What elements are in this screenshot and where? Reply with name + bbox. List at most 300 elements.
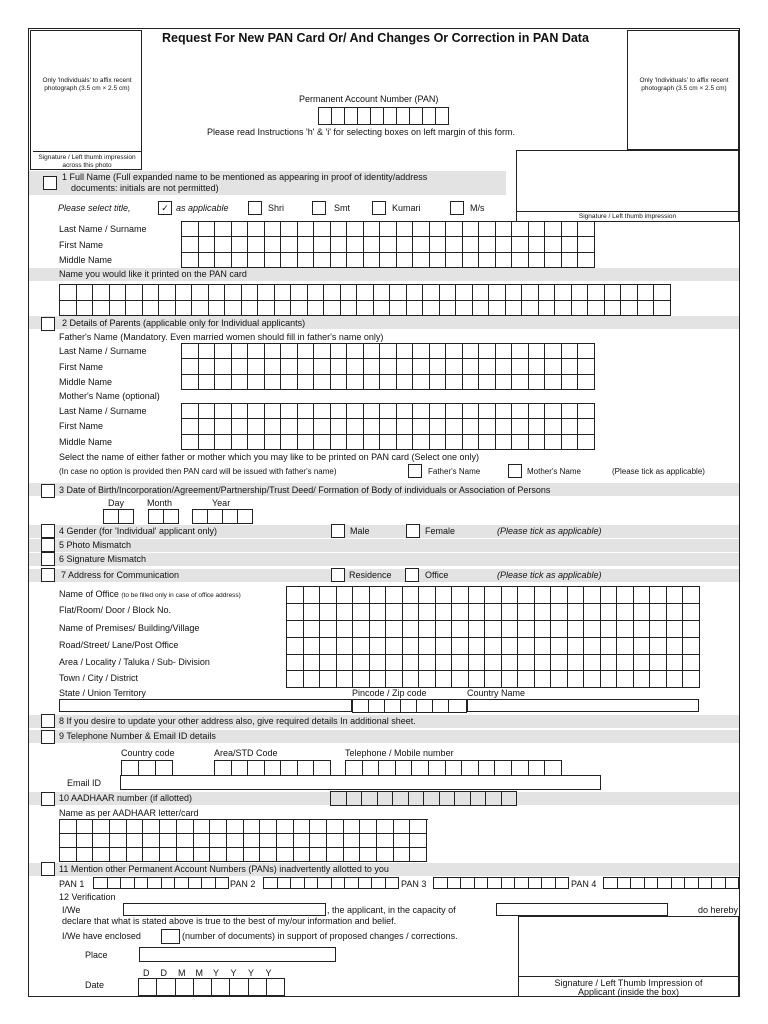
grid-cell[interactable] [215, 375, 232, 390]
grid-cell[interactable] [584, 621, 601, 638]
grid-cell[interactable] [390, 301, 407, 317]
mothers-name-checkbox[interactable] [508, 464, 522, 478]
grid-cell[interactable] [551, 638, 568, 655]
grid-cell[interactable] [535, 621, 552, 638]
grid-cell[interactable] [347, 237, 364, 252]
grid-cell[interactable] [215, 253, 232, 268]
grid-cell[interactable] [298, 253, 315, 268]
grid-cell[interactable] [364, 375, 381, 390]
grid-cell[interactable] [298, 375, 315, 390]
grid-cell[interactable] [605, 285, 622, 301]
grid-cell[interactable] [324, 285, 341, 301]
grid-cell[interactable] [562, 237, 579, 252]
grid-cell[interactable] [291, 301, 308, 317]
grid-cell[interactable] [413, 253, 430, 268]
grid-cell[interactable] [512, 237, 529, 252]
grid-cell[interactable] [394, 848, 411, 862]
grid-cell[interactable] [232, 419, 249, 434]
grid-cell[interactable] [215, 344, 232, 359]
address-office-checkbox[interactable] [405, 568, 419, 582]
grid-cell[interactable] [304, 671, 321, 688]
grid-cell[interactable] [430, 435, 447, 450]
grid-cell[interactable] [379, 761, 396, 776]
grid-cell[interactable] [320, 604, 337, 621]
grid-cell[interactable] [413, 419, 430, 434]
grid-cell[interactable] [463, 344, 480, 359]
grid-cell[interactable] [440, 301, 457, 317]
grid-cell[interactable] [452, 655, 469, 672]
grid-cell[interactable] [621, 285, 638, 301]
grid-cell[interactable] [463, 253, 480, 268]
grid-cell[interactable] [410, 820, 427, 834]
grid-cell[interactable] [397, 344, 414, 359]
grid-cell[interactable] [277, 820, 294, 834]
grid-cell[interactable] [377, 820, 394, 834]
grid-cell[interactable] [199, 359, 216, 374]
grid-cell[interactable] [386, 638, 403, 655]
grid-cell[interactable] [346, 761, 363, 776]
grid-cell[interactable] [539, 301, 556, 317]
grid-cell[interactable] [529, 404, 546, 419]
grid-cell[interactable] [496, 375, 513, 390]
grid-cell[interactable] [189, 878, 203, 889]
grid-cell[interactable] [436, 638, 453, 655]
grid-cell[interactable] [512, 761, 529, 776]
grid-cell[interactable] [407, 301, 424, 317]
grid-cell[interactable] [456, 301, 473, 317]
grid-cell[interactable] [143, 848, 160, 862]
grid-cell[interactable] [397, 237, 414, 252]
grid-cell[interactable] [298, 359, 315, 374]
grid-cell[interactable] [446, 237, 463, 252]
grid-cell[interactable] [436, 587, 453, 604]
applicant-signature-box[interactable] [518, 916, 739, 997]
grid-cell[interactable] [281, 253, 298, 268]
grid-cell[interactable] [199, 404, 216, 419]
grid-cell[interactable] [182, 419, 199, 434]
grid-cell[interactable] [281, 761, 298, 776]
photo-box-left[interactable] [30, 30, 142, 170]
grid-cell[interactable] [304, 621, 321, 638]
grid-cell[interactable] [502, 587, 519, 604]
grid-cell[interactable] [357, 301, 374, 317]
section-8-checkbox[interactable] [41, 714, 55, 728]
grid-cell[interactable] [310, 848, 327, 862]
grid-cell[interactable] [562, 253, 579, 268]
grid-cell[interactable] [529, 222, 546, 237]
grid-cell[interactable] [248, 222, 265, 237]
grid-cell[interactable] [380, 375, 397, 390]
grid-cell[interactable] [215, 237, 232, 252]
grid-cell[interactable] [479, 253, 496, 268]
grid-cell[interactable] [578, 359, 595, 374]
grid-cell[interactable] [479, 375, 496, 390]
grid-cell[interactable] [502, 792, 518, 806]
grid-cell[interactable] [363, 761, 380, 776]
grid-cell[interactable] [397, 435, 414, 450]
grid-cell[interactable] [159, 285, 176, 301]
grid-cell[interactable] [430, 237, 447, 252]
grid-cell[interactable] [529, 253, 546, 268]
grid-cell[interactable] [331, 419, 348, 434]
grid-cell[interactable] [210, 834, 227, 848]
grid-cell[interactable] [390, 285, 407, 301]
grid-cell[interactable] [337, 671, 354, 688]
grid-cell[interactable] [634, 671, 651, 688]
grid-cell[interactable] [347, 375, 364, 390]
grid-cell[interactable] [485, 671, 502, 688]
grid-cell[interactable] [60, 848, 77, 862]
grid-cell[interactable] [143, 301, 160, 317]
grid-cell[interactable] [535, 604, 552, 621]
date-boxes[interactable] [138, 978, 285, 996]
grid-cell[interactable] [364, 359, 381, 374]
grid-cell[interactable] [353, 655, 370, 672]
grid-cell[interactable] [264, 878, 278, 889]
grid-cell[interactable] [529, 237, 546, 252]
pan4-boxes[interactable] [603, 877, 740, 889]
grid-cell[interactable] [227, 820, 244, 834]
grid-cell[interactable] [562, 359, 579, 374]
grid-cell[interactable] [545, 375, 562, 390]
grid-cell[interactable] [672, 878, 686, 889]
grid-cell[interactable] [397, 222, 414, 237]
grid-cell[interactable] [529, 761, 546, 776]
grid-cell[interactable] [601, 621, 618, 638]
grid-cell[interactable] [551, 655, 568, 672]
grid-cell[interactable] [584, 655, 601, 672]
section-1-checkbox[interactable] [43, 176, 57, 190]
grid-cell[interactable] [535, 587, 552, 604]
grid-cell[interactable] [489, 301, 506, 317]
grid-cell[interactable] [377, 848, 394, 862]
grid-cell[interactable] [314, 237, 331, 252]
grid-cell[interactable] [545, 222, 562, 237]
grid-cell[interactable] [601, 587, 618, 604]
grid-cell[interactable] [353, 671, 370, 688]
grid-cell[interactable] [199, 237, 216, 252]
pincode-boxes[interactable] [352, 699, 467, 713]
grid-cell[interactable] [562, 344, 579, 359]
country-code-boxes[interactable] [121, 760, 173, 776]
grid-cell[interactable] [265, 761, 282, 776]
grid-cell[interactable] [489, 285, 506, 301]
grid-cell[interactable] [446, 404, 463, 419]
grid-cell[interactable] [314, 222, 331, 237]
grid-cell[interactable] [304, 638, 321, 655]
grid-cell[interactable] [562, 375, 579, 390]
grid-cell[interactable] [452, 587, 469, 604]
title-shri-checkbox[interactable] [248, 201, 262, 215]
grid-cell[interactable] [578, 435, 595, 450]
grid-cell[interactable] [413, 222, 430, 237]
email-field[interactable] [120, 775, 601, 790]
grid-cell[interactable] [199, 375, 216, 390]
grid-cell[interactable] [320, 655, 337, 672]
grid-cell[interactable] [304, 604, 321, 621]
grid-cell[interactable] [176, 301, 193, 317]
grid-cell[interactable] [370, 621, 387, 638]
grid-cell[interactable] [419, 655, 436, 672]
grid-cell[interactable] [277, 834, 294, 848]
grid-cell[interactable] [182, 253, 199, 268]
num-docs-field[interactable] [161, 929, 180, 944]
grid-cell[interactable] [529, 435, 546, 450]
grid-cell[interactable] [430, 375, 447, 390]
grid-cell[interactable] [232, 435, 249, 450]
grid-cell[interactable] [260, 834, 277, 848]
grid-cell[interactable] [360, 820, 377, 834]
grid-cell[interactable] [430, 222, 447, 237]
grid-cell[interactable] [347, 419, 364, 434]
grid-cell[interactable] [320, 638, 337, 655]
section-3-checkbox[interactable] [41, 484, 55, 498]
grid-cell[interactable] [518, 604, 535, 621]
grid-cell[interactable] [650, 655, 667, 672]
grid-cell[interactable] [551, 671, 568, 688]
grid-cell[interactable] [512, 253, 529, 268]
grid-cell[interactable] [407, 285, 424, 301]
grid-cell[interactable] [555, 301, 572, 317]
grid-cell[interactable] [726, 878, 740, 889]
grid-cell[interactable] [486, 792, 502, 806]
grid-cell[interactable] [209, 285, 226, 301]
grid-cell[interactable] [160, 834, 177, 848]
grid-cell[interactable] [294, 848, 311, 862]
grid-cell[interactable] [110, 848, 127, 862]
grid-cell[interactable] [463, 404, 480, 419]
grid-cell[interactable] [397, 359, 414, 374]
grid-cell[interactable] [331, 375, 348, 390]
grid-cell[interactable] [60, 834, 77, 848]
grid-cell[interactable] [479, 404, 496, 419]
grid-cell[interactable] [522, 301, 539, 317]
grid-cell[interactable] [310, 834, 327, 848]
grid-cell[interactable] [77, 834, 94, 848]
grid-cell[interactable] [135, 878, 149, 889]
grid-cell[interactable] [331, 435, 348, 450]
grid-cell[interactable] [650, 638, 667, 655]
grid-cell[interactable] [265, 375, 282, 390]
grid-cell[interactable] [210, 820, 227, 834]
grid-cell[interactable] [380, 344, 397, 359]
grid-cell[interactable] [545, 435, 562, 450]
grid-cell[interactable] [397, 253, 414, 268]
grid-cell[interactable] [162, 878, 176, 889]
grid-cell[interactable] [412, 761, 429, 776]
grid-cell[interactable] [578, 237, 595, 252]
grid-cell[interactable] [562, 435, 579, 450]
grid-cell[interactable] [386, 604, 403, 621]
grid-cell[interactable] [529, 375, 546, 390]
grid-cell[interactable] [605, 301, 622, 317]
grid-cell[interactable] [331, 253, 348, 268]
grid-cell[interactable] [452, 638, 469, 655]
grid-cell[interactable] [430, 253, 447, 268]
grid-cell[interactable] [177, 820, 194, 834]
grid-cell[interactable] [463, 359, 480, 374]
grid-cell[interactable] [512, 375, 529, 390]
grid-cell[interactable] [182, 404, 199, 419]
grid-cell[interactable] [93, 285, 110, 301]
grid-cell[interactable] [667, 621, 684, 638]
grid-cell[interactable] [281, 375, 298, 390]
grid-cell[interactable] [265, 359, 282, 374]
grid-cell[interactable] [126, 301, 143, 317]
print-name-grid[interactable] [59, 284, 671, 316]
grid-cell[interactable] [618, 878, 632, 889]
grid-cell[interactable] [344, 820, 361, 834]
grid-cell[interactable] [347, 359, 364, 374]
grid-cell[interactable] [93, 301, 110, 317]
grid-cell[interactable] [479, 435, 496, 450]
grid-cell[interactable] [93, 820, 110, 834]
grid-cell[interactable] [177, 848, 194, 862]
grid-cell[interactable] [374, 285, 391, 301]
grid-cell[interactable] [281, 359, 298, 374]
grid-cell[interactable] [242, 301, 259, 317]
grid-cell[interactable] [341, 301, 358, 317]
grid-cell[interactable] [440, 792, 456, 806]
signature-box-right[interactable] [516, 150, 739, 222]
grid-cell[interactable] [215, 404, 232, 419]
grid-cell[interactable] [370, 604, 387, 621]
dob-month-boxes[interactable] [148, 509, 179, 524]
grid-cell[interactable] [372, 878, 386, 889]
grid-cell[interactable] [572, 285, 589, 301]
grid-cell[interactable] [413, 435, 430, 450]
grid-cell[interactable] [545, 761, 562, 776]
grid-cell[interactable] [378, 792, 394, 806]
grid-cell[interactable] [699, 878, 713, 889]
address-residence-checkbox[interactable] [331, 568, 345, 582]
grid-cell[interactable] [584, 604, 601, 621]
grid-cell[interactable] [413, 237, 430, 252]
grid-cell[interactable] [337, 655, 354, 672]
grid-cell[interactable] [683, 604, 700, 621]
grid-cell[interactable] [110, 820, 127, 834]
grid-cell[interactable] [529, 344, 546, 359]
grid-cell[interactable] [248, 237, 265, 252]
grid-cell[interactable] [452, 671, 469, 688]
grid-cell[interactable] [227, 848, 244, 862]
grid-cell[interactable] [347, 222, 364, 237]
grid-cell[interactable] [667, 638, 684, 655]
grid-cell[interactable] [430, 404, 447, 419]
grid-cell[interactable] [265, 222, 282, 237]
grid-cell[interactable] [638, 301, 655, 317]
grid-cell[interactable] [562, 404, 579, 419]
grid-cell[interactable] [469, 587, 486, 604]
grid-cell[interactable] [469, 671, 486, 688]
grid-cell[interactable] [456, 285, 473, 301]
grid-cell[interactable] [281, 404, 298, 419]
grid-cell[interactable] [396, 761, 413, 776]
pan2-boxes[interactable] [263, 877, 399, 889]
grid-cell[interactable] [584, 638, 601, 655]
grid-cell[interactable] [617, 587, 634, 604]
grid-cell[interactable] [413, 359, 430, 374]
grid-cell[interactable] [463, 237, 480, 252]
title-kumari-checkbox[interactable] [372, 201, 386, 215]
grid-cell[interactable] [248, 761, 265, 776]
grid-cell[interactable] [244, 848, 261, 862]
section-9-checkbox[interactable] [41, 730, 55, 744]
grid-cell[interactable] [488, 878, 502, 889]
grid-cell[interactable] [617, 604, 634, 621]
grid-cell[interactable] [446, 375, 463, 390]
grid-cell[interactable] [277, 848, 294, 862]
grid-cell[interactable] [344, 848, 361, 862]
grid-cell[interactable] [650, 604, 667, 621]
grid-cell[interactable] [265, 404, 282, 419]
grid-cell[interactable] [380, 253, 397, 268]
aadhaar-boxes[interactable] [330, 791, 517, 806]
grid-cell[interactable] [621, 301, 638, 317]
grid-cell[interactable] [535, 638, 552, 655]
grid-cell[interactable] [471, 792, 487, 806]
grid-cell[interactable] [683, 638, 700, 655]
grid-cell[interactable] [182, 375, 199, 390]
grid-cell[interactable] [232, 237, 249, 252]
grid-cell[interactable] [364, 253, 381, 268]
grid-cell[interactable] [159, 301, 176, 317]
grid-cell[interactable] [683, 621, 700, 638]
grid-cell[interactable] [370, 638, 387, 655]
grid-cell[interactable] [248, 435, 265, 450]
section-6-checkbox[interactable] [41, 552, 55, 566]
grid-cell[interactable] [601, 655, 618, 672]
section-10-checkbox[interactable] [41, 792, 55, 806]
grid-cell[interactable] [314, 359, 331, 374]
grid-cell[interactable] [495, 761, 512, 776]
grid-cell[interactable] [281, 222, 298, 237]
grid-cell[interactable] [413, 375, 430, 390]
grid-cell[interactable] [518, 621, 535, 638]
grid-cell[interactable] [182, 222, 199, 237]
grid-cell[interactable] [413, 344, 430, 359]
grid-cell[interactable] [463, 419, 480, 434]
grid-cell[interactable] [347, 435, 364, 450]
grid-cell[interactable] [386, 671, 403, 688]
section-2-checkbox[interactable] [41, 317, 55, 331]
grid-cell[interactable] [232, 359, 249, 374]
gender-male-checkbox[interactable] [331, 524, 345, 538]
grid-cell[interactable] [419, 621, 436, 638]
grid-cell[interactable] [650, 671, 667, 688]
grid-cell[interactable] [287, 587, 304, 604]
grid-cell[interactable] [227, 834, 244, 848]
grid-cell[interactable] [535, 655, 552, 672]
grid-cell[interactable] [496, 419, 513, 434]
grid-cell[interactable] [143, 285, 160, 301]
grid-cell[interactable] [341, 285, 358, 301]
grid-cell[interactable] [667, 587, 684, 604]
grid-cell[interactable] [506, 285, 523, 301]
grid-cell[interactable] [446, 253, 463, 268]
grid-cell[interactable] [452, 604, 469, 621]
grid-cell[interactable] [462, 761, 479, 776]
grid-cell[interactable] [434, 878, 448, 889]
section-7-checkbox[interactable] [41, 568, 55, 582]
grid-cell[interactable] [645, 878, 659, 889]
grid-cell[interactable] [281, 435, 298, 450]
grid-cell[interactable] [380, 359, 397, 374]
grid-cell[interactable] [210, 848, 227, 862]
grid-cell[interactable] [364, 419, 381, 434]
grid-cell[interactable] [419, 604, 436, 621]
grid-cell[interactable] [232, 375, 249, 390]
